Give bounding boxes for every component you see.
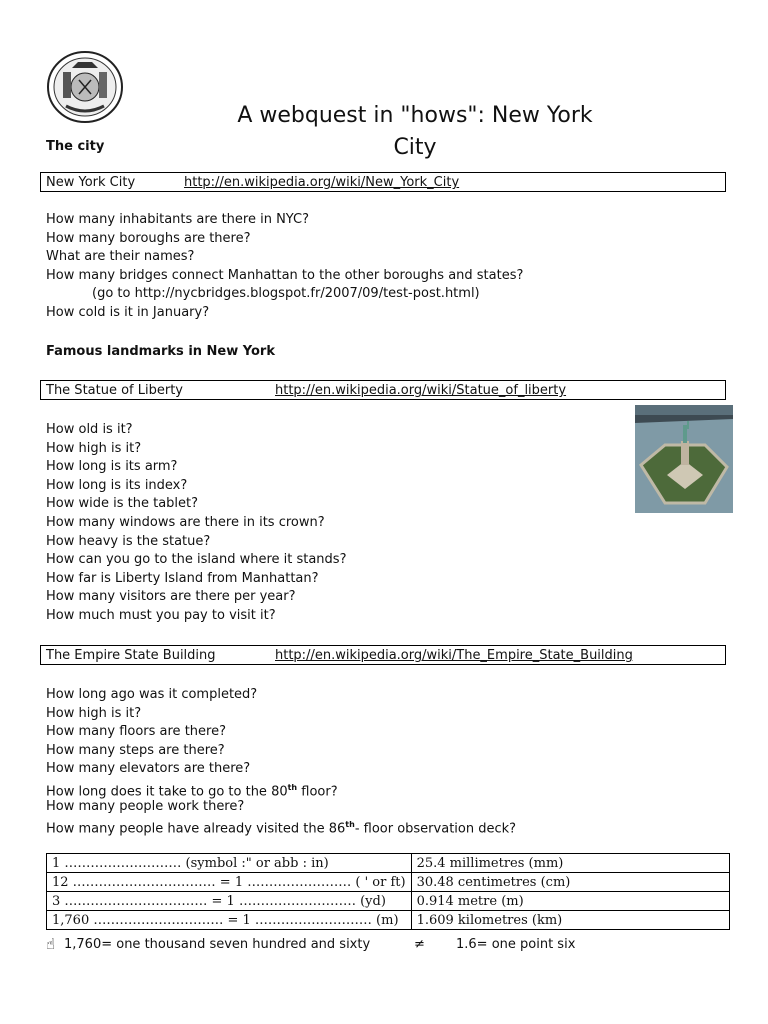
table-row (47, 873, 730, 892)
table-cell: 12 …………………………… = 1 …………………… ( ' or ft) (47, 873, 412, 892)
table-cell: 0.914 metre (m) (411, 892, 729, 911)
table-row (47, 854, 730, 873)
question: How many steps are there? (46, 742, 225, 758)
section-heading-city: The city (46, 139, 105, 154)
question: How long is its arm? (46, 459, 178, 475)
question (46, 816, 516, 835)
nyc-seal-logo (46, 50, 124, 124)
question: How many bridges connect Manhattan to the other boroughs and states? (46, 267, 524, 283)
link-box-liberty (40, 380, 726, 400)
question: How many visitors are there per year? (46, 589, 296, 605)
link-nyc[interactable]: http://en.wikipedia.org/wiki/New_York_City (184, 175, 460, 190)
table-cell: 1 ……………………… (symbol :" or abb : in) (47, 854, 412, 873)
page-title: A webquest in "hows": New York City (237, 103, 593, 160)
number-reading-note (46, 937, 746, 957)
city-questions (46, 211, 523, 323)
question: How wide is the tablet? (46, 496, 199, 512)
question: How many elevators are there? (46, 761, 251, 777)
question: How many windows are there in its crown? (46, 514, 325, 530)
question: How long ago was it completed? (46, 687, 258, 702)
table-cell: 25.4 millimetres (mm) (411, 854, 729, 873)
question: How many people work there? (46, 798, 245, 814)
ordinal-suffix: th (287, 782, 298, 792)
question: How long is its index? (46, 477, 188, 493)
table-cell: 3 …………………………… = 1 ……………………… (yd) (47, 892, 412, 911)
table-row (47, 892, 730, 911)
question: How many floors are there? (46, 724, 226, 740)
ordinal-suffix: th (345, 820, 355, 830)
question: How many inhabitants are there in NYC? (46, 212, 310, 227)
question: How heavy is the statue? (46, 533, 211, 549)
question: How far is Liberty Island from Manhattan? (46, 570, 319, 586)
question: How cold is it in January? (46, 304, 210, 320)
link-label-nyc: New York City (46, 175, 136, 190)
question: How can you go to the island where it stands? (46, 552, 347, 568)
statue-of-liberty-photo (635, 405, 733, 513)
question: How old is it? (46, 422, 133, 437)
empire-questions (46, 686, 516, 835)
note-right: 1.6= one point six (456, 937, 576, 952)
section-heading-landmarks: Famous landmarks in New York (46, 344, 275, 359)
question-text: How many people have already visited the 86 (46, 821, 346, 837)
link-box-empire (40, 645, 726, 665)
table-cell: 1,760 ………………………… = 1 ……………………… (m) (47, 911, 412, 930)
liberty-questions (46, 421, 346, 626)
not-equal-sign: ≠ (414, 937, 425, 952)
link-label-empire: The Empire State Building (46, 648, 216, 663)
table-cell: 30.48 centimetres (cm) (411, 873, 729, 892)
table-row (47, 911, 730, 930)
question (46, 779, 516, 798)
link-label-liberty: The Statue of Liberty (46, 383, 183, 398)
link-liberty[interactable]: http://en.wikipedia.org/wiki/Statue_of_liberty (275, 383, 567, 398)
bridges-link-note[interactable]: (go to http://nycbridges.blogspot.fr/2007/09/test-post.html) (92, 286, 480, 302)
question-text: How long does it take to go to the 80 (46, 784, 288, 800)
note-left: 1,760= one thousand seven hundred and sixty (64, 937, 371, 952)
question: How high is it? (46, 440, 142, 456)
question: What are their names? (46, 249, 195, 265)
question: How high is it? (46, 705, 142, 721)
link-empire[interactable]: http://en.wikipedia.org/wiki/The_Empire_State_Building (275, 648, 633, 663)
question: How much must you pay to visit it? (46, 607, 276, 623)
question-text: floor? (297, 784, 338, 800)
question: How many boroughs are there? (46, 230, 251, 246)
link-box-nyc (40, 172, 726, 192)
table-cell: 1.609 kilometres (km) (411, 911, 729, 930)
pointing-hand-icon: ☝ (46, 935, 56, 953)
unit-conversion-table (46, 853, 730, 930)
question-text: - floor observation deck? (354, 821, 517, 837)
